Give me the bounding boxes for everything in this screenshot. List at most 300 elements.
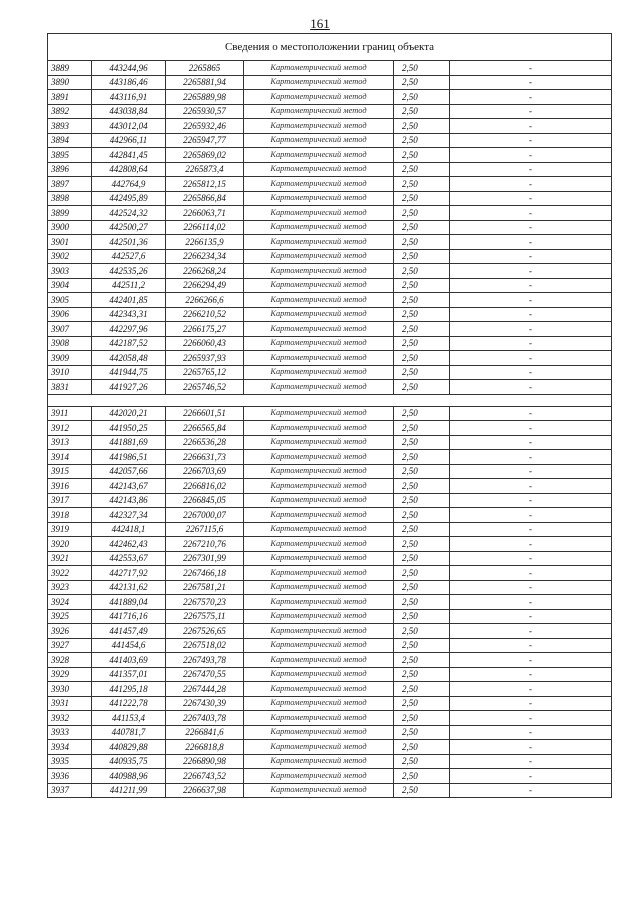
- method-cell: Картометрический метод: [244, 609, 394, 624]
- accuracy-cell: 2,50: [394, 322, 450, 337]
- description-cell: -: [450, 278, 612, 293]
- method-cell: Картометрический метод: [244, 435, 394, 450]
- point-number-cell: 3920: [48, 537, 92, 552]
- method-cell: Картометрический метод: [244, 769, 394, 784]
- method-cell: Картометрический метод: [244, 61, 394, 76]
- x-coordinate-cell: 441222,78: [92, 696, 166, 711]
- point-number-cell: 3925: [48, 609, 92, 624]
- description-cell: -: [450, 162, 612, 177]
- accuracy-cell: 2,50: [394, 278, 450, 293]
- x-coordinate-cell: 443186,46: [92, 75, 166, 90]
- method-cell: Картометрический метод: [244, 406, 394, 421]
- x-coordinate-cell: 442343,31: [92, 307, 166, 322]
- point-number-cell: 3889: [48, 61, 92, 76]
- x-coordinate-cell: 440781,7: [92, 725, 166, 740]
- point-number-cell: 3913: [48, 435, 92, 450]
- accuracy-cell: 2,50: [394, 191, 450, 206]
- table-row: [48, 595, 612, 610]
- accuracy-cell: 2,50: [394, 450, 450, 465]
- description-cell: -: [450, 595, 612, 610]
- table-row: [48, 177, 612, 192]
- page-number: 161: [310, 16, 330, 31]
- table-row: [48, 783, 612, 798]
- point-number-cell: 3896: [48, 162, 92, 177]
- y-coordinate-cell: 2265866,84: [166, 191, 244, 206]
- table-row: [48, 191, 612, 206]
- x-coordinate-cell: 442143,67: [92, 479, 166, 494]
- point-number-cell: 3899: [48, 206, 92, 221]
- y-coordinate-cell: 2266294,49: [166, 278, 244, 293]
- table-row: [48, 551, 612, 566]
- x-coordinate-cell: 442500,27: [92, 220, 166, 235]
- description-cell: -: [450, 220, 612, 235]
- y-coordinate-cell: 2265812,15: [166, 177, 244, 192]
- description-cell: -: [450, 119, 612, 134]
- accuracy-cell: 2,50: [394, 609, 450, 624]
- y-coordinate-cell: 2265865: [166, 61, 244, 76]
- method-cell: Картометрический метод: [244, 293, 394, 308]
- accuracy-cell: 2,50: [394, 682, 450, 697]
- description-cell: -: [450, 249, 612, 264]
- table-row: [48, 711, 612, 726]
- description-cell: -: [450, 104, 612, 119]
- accuracy-cell: 2,50: [394, 725, 450, 740]
- point-number-cell: 3831: [48, 380, 92, 395]
- y-coordinate-cell: 2266743,52: [166, 769, 244, 784]
- point-number-cell: 3898: [48, 191, 92, 206]
- y-coordinate-cell: 2266060,43: [166, 336, 244, 351]
- y-coordinate-cell: 2266703,69: [166, 464, 244, 479]
- table-row: [48, 133, 612, 148]
- table-row: [48, 351, 612, 366]
- point-number-cell: 3924: [48, 595, 92, 610]
- method-cell: Картометрический метод: [244, 696, 394, 711]
- accuracy-cell: 2,50: [394, 249, 450, 264]
- table-row: [48, 249, 612, 264]
- y-coordinate-cell: 2266631,73: [166, 450, 244, 465]
- table-row: [48, 638, 612, 653]
- accuracy-cell: 2,50: [394, 336, 450, 351]
- method-cell: Картометрический метод: [244, 191, 394, 206]
- table-row: [48, 740, 612, 755]
- point-number-cell: 3905: [48, 293, 92, 308]
- point-number-cell: 3895: [48, 148, 92, 163]
- y-coordinate-cell: 2266234,34: [166, 249, 244, 264]
- table-row: [48, 336, 612, 351]
- table-row: [48, 435, 612, 450]
- point-number-cell: 3934: [48, 740, 92, 755]
- method-cell: Картометрический метод: [244, 177, 394, 192]
- table-row: [48, 450, 612, 465]
- accuracy-cell: 2,50: [394, 522, 450, 537]
- y-coordinate-cell: 2267470,55: [166, 667, 244, 682]
- accuracy-cell: 2,50: [394, 264, 450, 279]
- point-number-cell: 3901: [48, 235, 92, 250]
- x-coordinate-cell: 442057,66: [92, 464, 166, 479]
- accuracy-cell: 2,50: [394, 351, 450, 366]
- description-cell: -: [450, 754, 612, 769]
- y-coordinate-cell: 2267575,11: [166, 609, 244, 624]
- x-coordinate-cell: 442020,21: [92, 406, 166, 421]
- x-coordinate-cell: 442297,96: [92, 322, 166, 337]
- y-coordinate-cell: 2266816,02: [166, 479, 244, 494]
- point-number-cell: 3936: [48, 769, 92, 784]
- description-cell: -: [450, 551, 612, 566]
- point-number-cell: 3900: [48, 220, 92, 235]
- table-row: [48, 293, 612, 308]
- point-number-cell: 3916: [48, 479, 92, 494]
- description-cell: -: [450, 61, 612, 76]
- accuracy-cell: 2,50: [394, 421, 450, 436]
- x-coordinate-cell: 442462,43: [92, 537, 166, 552]
- accuracy-cell: 2,50: [394, 206, 450, 221]
- accuracy-cell: 2,50: [394, 653, 450, 668]
- accuracy-cell: 2,50: [394, 293, 450, 308]
- point-number-cell: 3902: [48, 249, 92, 264]
- y-coordinate-cell: 2266175,27: [166, 322, 244, 337]
- table-row: [48, 667, 612, 682]
- accuracy-cell: 2,50: [394, 769, 450, 784]
- method-cell: Картометрический метод: [244, 206, 394, 221]
- accuracy-cell: 2,50: [394, 740, 450, 755]
- table-header-row: [48, 34, 612, 61]
- method-cell: Картометрический метод: [244, 249, 394, 264]
- x-coordinate-cell: 441211,99: [92, 783, 166, 798]
- x-coordinate-cell: 442841,45: [92, 148, 166, 163]
- point-number-cell: 3937: [48, 783, 92, 798]
- table-row: [48, 653, 612, 668]
- description-cell: -: [450, 177, 612, 192]
- point-number-cell: 3908: [48, 336, 92, 351]
- x-coordinate-cell: 442501,36: [92, 235, 166, 250]
- description-cell: -: [450, 380, 612, 395]
- y-coordinate-cell: 2266601,51: [166, 406, 244, 421]
- table-row: [48, 380, 612, 395]
- y-coordinate-cell: 2265937,93: [166, 351, 244, 366]
- accuracy-cell: 2,50: [394, 235, 450, 250]
- description-cell: -: [450, 537, 612, 552]
- method-cell: Картометрический метод: [244, 580, 394, 595]
- method-cell: Картометрический метод: [244, 104, 394, 119]
- point-number-cell: 3890: [48, 75, 92, 90]
- point-number-cell: 3926: [48, 624, 92, 639]
- description-cell: -: [450, 725, 612, 740]
- x-coordinate-cell: 441153,4: [92, 711, 166, 726]
- y-coordinate-cell: 2267493,78: [166, 653, 244, 668]
- y-coordinate-cell: 2266845,05: [166, 493, 244, 508]
- method-cell: Картометрический метод: [244, 365, 394, 380]
- x-coordinate-cell: 442524,32: [92, 206, 166, 221]
- description-cell: -: [450, 435, 612, 450]
- table-row: [48, 307, 612, 322]
- x-coordinate-cell: 442327,34: [92, 508, 166, 523]
- x-coordinate-cell: 443116,91: [92, 90, 166, 105]
- description-cell: -: [450, 566, 612, 581]
- table-row: [48, 421, 612, 436]
- y-coordinate-cell: 2265746,52: [166, 380, 244, 395]
- accuracy-cell: 2,50: [394, 464, 450, 479]
- x-coordinate-cell: 441403,69: [92, 653, 166, 668]
- description-cell: -: [450, 235, 612, 250]
- y-coordinate-cell: 2266210,52: [166, 307, 244, 322]
- description-cell: -: [450, 653, 612, 668]
- description-cell: -: [450, 624, 612, 639]
- accuracy-cell: 2,50: [394, 177, 450, 192]
- point-number-cell: 3917: [48, 493, 92, 508]
- point-number-cell: 3928: [48, 653, 92, 668]
- point-number-cell: 3891: [48, 90, 92, 105]
- description-cell: -: [450, 191, 612, 206]
- point-number-cell: 3911: [48, 406, 92, 421]
- method-cell: Картометрический метод: [244, 220, 394, 235]
- description-cell: -: [450, 638, 612, 653]
- method-cell: Картометрический метод: [244, 351, 394, 366]
- y-coordinate-cell: 2266063,71: [166, 206, 244, 221]
- x-coordinate-cell: 442187,52: [92, 336, 166, 351]
- y-coordinate-cell: 2266637,98: [166, 783, 244, 798]
- table-row: [48, 624, 612, 639]
- point-number-cell: 3893: [48, 119, 92, 134]
- x-coordinate-cell: 442058,48: [92, 351, 166, 366]
- accuracy-cell: 2,50: [394, 479, 450, 494]
- x-coordinate-cell: 441454,6: [92, 638, 166, 653]
- method-cell: Картометрический метод: [244, 653, 394, 668]
- x-coordinate-cell: 441457,49: [92, 624, 166, 639]
- description-cell: -: [450, 522, 612, 537]
- accuracy-cell: 2,50: [394, 220, 450, 235]
- y-coordinate-cell: 2265889,98: [166, 90, 244, 105]
- x-coordinate-cell: 441357,01: [92, 667, 166, 682]
- y-coordinate-cell: 2267466,18: [166, 566, 244, 581]
- method-cell: Картометрический метод: [244, 75, 394, 90]
- description-cell: -: [450, 667, 612, 682]
- point-number-cell: 3919: [48, 522, 92, 537]
- accuracy-cell: 2,50: [394, 90, 450, 105]
- point-number-cell: 3921: [48, 551, 92, 566]
- y-coordinate-cell: 2266268,24: [166, 264, 244, 279]
- description-cell: -: [450, 696, 612, 711]
- x-coordinate-cell: 441986,51: [92, 450, 166, 465]
- method-cell: Картометрический метод: [244, 493, 394, 508]
- separator-cell: [48, 394, 612, 406]
- x-coordinate-cell: 443012,04: [92, 119, 166, 134]
- x-coordinate-cell: 440829,88: [92, 740, 166, 755]
- method-cell: Картометрический метод: [244, 479, 394, 494]
- y-coordinate-cell: 2267570,23: [166, 595, 244, 610]
- method-cell: Картометрический метод: [244, 421, 394, 436]
- y-coordinate-cell: 2267526,65: [166, 624, 244, 639]
- method-cell: Картометрический метод: [244, 235, 394, 250]
- table-row: [48, 220, 612, 235]
- point-number-cell: 3927: [48, 638, 92, 653]
- description-cell: -: [450, 421, 612, 436]
- description-cell: -: [450, 148, 612, 163]
- description-cell: -: [450, 322, 612, 337]
- x-coordinate-cell: 441295,18: [92, 682, 166, 697]
- y-coordinate-cell: 2265932,46: [166, 119, 244, 134]
- point-number-cell: 3903: [48, 264, 92, 279]
- method-cell: Картометрический метод: [244, 595, 394, 610]
- description-cell: -: [450, 508, 612, 523]
- description-cell: -: [450, 293, 612, 308]
- method-cell: Картометрический метод: [244, 450, 394, 465]
- table-row: [48, 725, 612, 740]
- y-coordinate-cell: 2266114,02: [166, 220, 244, 235]
- method-cell: Картометрический метод: [244, 307, 394, 322]
- table-row: [48, 479, 612, 494]
- description-cell: -: [450, 682, 612, 697]
- accuracy-cell: 2,50: [394, 551, 450, 566]
- method-cell: Картометрический метод: [244, 667, 394, 682]
- accuracy-cell: 2,50: [394, 365, 450, 380]
- point-number-cell: 3912: [48, 421, 92, 436]
- point-number-cell: 3904: [48, 278, 92, 293]
- x-coordinate-cell: 442535,26: [92, 264, 166, 279]
- point-number-cell: 3892: [48, 104, 92, 119]
- accuracy-cell: 2,50: [394, 624, 450, 639]
- accuracy-cell: 2,50: [394, 667, 450, 682]
- point-number-cell: 3933: [48, 725, 92, 740]
- table-title: Сведения о местоположении границ объекта: [48, 34, 612, 61]
- description-cell: -: [450, 493, 612, 508]
- x-coordinate-cell: 442401,85: [92, 293, 166, 308]
- x-coordinate-cell: 443038,84: [92, 104, 166, 119]
- point-number-cell: 3931: [48, 696, 92, 711]
- y-coordinate-cell: 2267518,02: [166, 638, 244, 653]
- accuracy-cell: 2,50: [394, 435, 450, 450]
- point-number-cell: 3918: [48, 508, 92, 523]
- description-cell: -: [450, 479, 612, 494]
- x-coordinate-cell: 441881,69: [92, 435, 166, 450]
- y-coordinate-cell: 2265881,94: [166, 75, 244, 90]
- y-coordinate-cell: 2266266,6: [166, 293, 244, 308]
- method-cell: Картометрический метод: [244, 537, 394, 552]
- accuracy-cell: 2,50: [394, 580, 450, 595]
- table-row: [48, 682, 612, 697]
- table-row: [48, 566, 612, 581]
- table-row: [48, 278, 612, 293]
- accuracy-cell: 2,50: [394, 711, 450, 726]
- method-cell: Картометрический метод: [244, 148, 394, 163]
- boundary-coordinates-table: [47, 33, 612, 798]
- y-coordinate-cell: 2266818,8: [166, 740, 244, 755]
- table-row: [48, 264, 612, 279]
- description-cell: -: [450, 711, 612, 726]
- y-coordinate-cell: 2266565,84: [166, 421, 244, 436]
- method-cell: Картометрический метод: [244, 624, 394, 639]
- table-row: [48, 508, 612, 523]
- x-coordinate-cell: 440988,96: [92, 769, 166, 784]
- description-cell: -: [450, 75, 612, 90]
- table-row: [48, 537, 612, 552]
- table-row: [48, 148, 612, 163]
- point-number-cell: 3894: [48, 133, 92, 148]
- description-cell: -: [450, 609, 612, 624]
- accuracy-cell: 2,50: [394, 61, 450, 76]
- description-cell: -: [450, 783, 612, 798]
- table-row: [48, 609, 612, 624]
- x-coordinate-cell: 441716,16: [92, 609, 166, 624]
- point-number-cell: 3907: [48, 322, 92, 337]
- x-coordinate-cell: 442966,11: [92, 133, 166, 148]
- point-number-cell: 3932: [48, 711, 92, 726]
- method-cell: Картометрический метод: [244, 638, 394, 653]
- table-row: [48, 522, 612, 537]
- y-coordinate-cell: 2265869,02: [166, 148, 244, 163]
- point-number-cell: 3915: [48, 464, 92, 479]
- method-cell: Картометрический метод: [244, 133, 394, 148]
- description-cell: -: [450, 351, 612, 366]
- accuracy-cell: 2,50: [394, 75, 450, 90]
- table-row: [48, 754, 612, 769]
- accuracy-cell: 2,50: [394, 162, 450, 177]
- x-coordinate-cell: 441944,75: [92, 365, 166, 380]
- y-coordinate-cell: 2267581,21: [166, 580, 244, 595]
- accuracy-cell: 2,50: [394, 406, 450, 421]
- point-number-cell: 3935: [48, 754, 92, 769]
- x-coordinate-cell: 442131,62: [92, 580, 166, 595]
- x-coordinate-cell: 442717,92: [92, 566, 166, 581]
- x-coordinate-cell: 442495,89: [92, 191, 166, 206]
- table-row: [48, 90, 612, 105]
- method-cell: Картометрический метод: [244, 508, 394, 523]
- y-coordinate-cell: 2266536,28: [166, 435, 244, 450]
- accuracy-cell: 2,50: [394, 493, 450, 508]
- y-coordinate-cell: 2265947,77: [166, 133, 244, 148]
- method-cell: Картометрический метод: [244, 522, 394, 537]
- y-coordinate-cell: 2267000,07: [166, 508, 244, 523]
- table-row: [48, 206, 612, 221]
- description-cell: -: [450, 133, 612, 148]
- description-cell: -: [450, 769, 612, 784]
- table-row: [48, 464, 612, 479]
- method-cell: Картометрический метод: [244, 740, 394, 755]
- y-coordinate-cell: 2265765,12: [166, 365, 244, 380]
- x-coordinate-cell: 441927,26: [92, 380, 166, 395]
- description-cell: -: [450, 206, 612, 221]
- x-coordinate-cell: 440935,75: [92, 754, 166, 769]
- y-coordinate-cell: 2265873,4: [166, 162, 244, 177]
- method-cell: Картометрический метод: [244, 551, 394, 566]
- description-cell: -: [450, 90, 612, 105]
- y-coordinate-cell: 2265930,57: [166, 104, 244, 119]
- method-cell: Картометрический метод: [244, 278, 394, 293]
- description-cell: -: [450, 406, 612, 421]
- point-number-cell: 3929: [48, 667, 92, 682]
- table-row: [48, 406, 612, 421]
- point-number-cell: 3906: [48, 307, 92, 322]
- accuracy-cell: 2,50: [394, 537, 450, 552]
- method-cell: Картометрический метод: [244, 566, 394, 581]
- method-cell: Картометрический метод: [244, 464, 394, 479]
- description-cell: -: [450, 464, 612, 479]
- method-cell: Картометрический метод: [244, 682, 394, 697]
- accuracy-cell: 2,50: [394, 783, 450, 798]
- table-row: [48, 769, 612, 784]
- accuracy-cell: 2,50: [394, 696, 450, 711]
- accuracy-cell: 2,50: [394, 307, 450, 322]
- table-row: [48, 322, 612, 337]
- method-cell: Картометрический метод: [244, 783, 394, 798]
- accuracy-cell: 2,50: [394, 104, 450, 119]
- point-number-cell: 3930: [48, 682, 92, 697]
- point-number-cell: 3914: [48, 450, 92, 465]
- accuracy-cell: 2,50: [394, 148, 450, 163]
- method-cell: Картометрический метод: [244, 90, 394, 105]
- accuracy-cell: 2,50: [394, 380, 450, 395]
- accuracy-cell: 2,50: [394, 754, 450, 769]
- section-separator-row: [48, 394, 612, 406]
